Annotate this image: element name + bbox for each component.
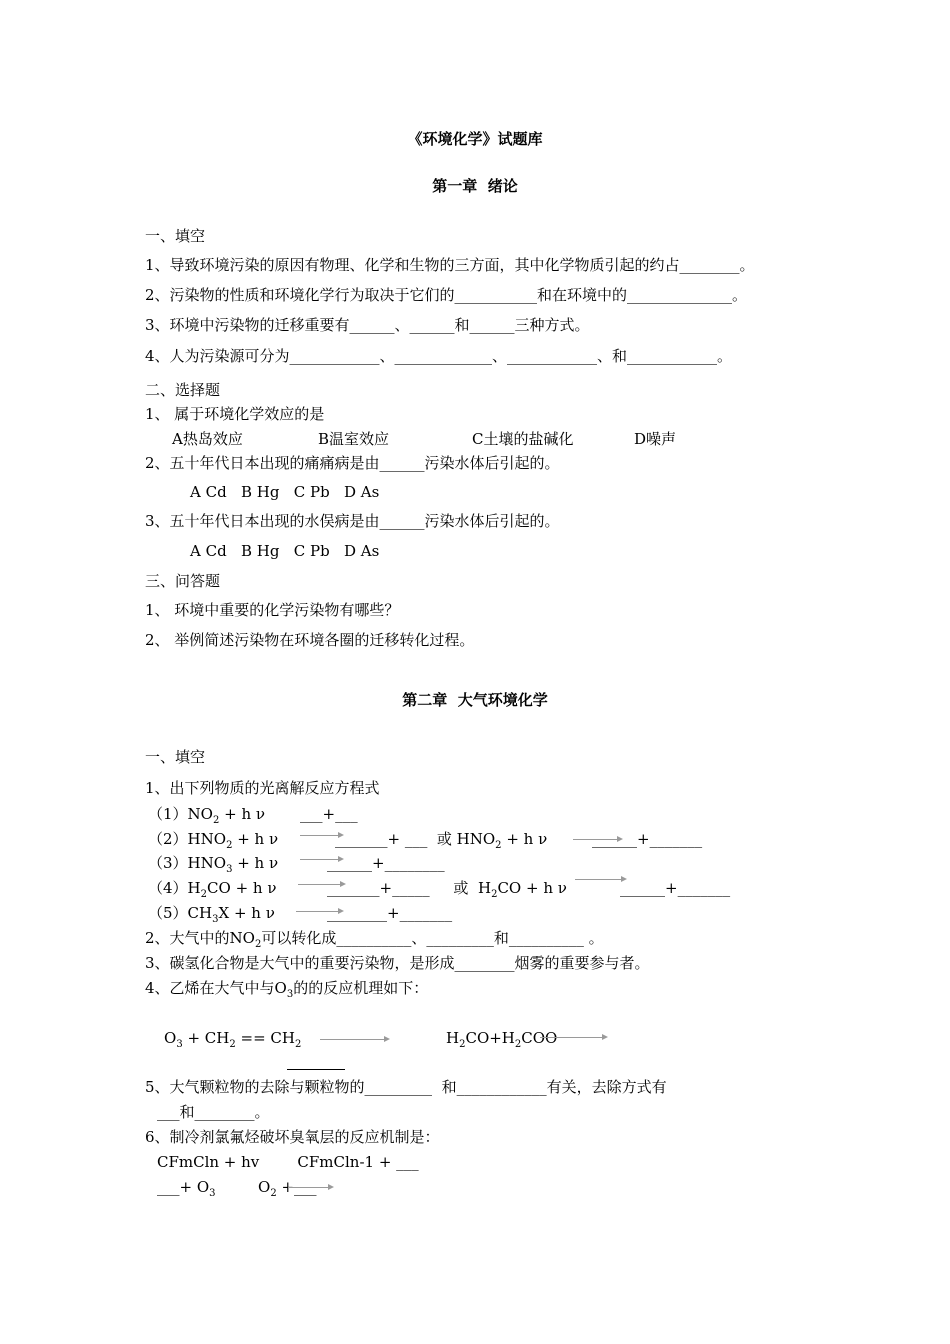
reaction-arrow bbox=[288, 1184, 334, 1192]
cfc-reaction-2-left: ___+ $O_3$ bbox=[157, 1178, 216, 1199]
ch2-fill-q6: 6、制冷剂氯氟烃破坏臭氧层的反应机制是： bbox=[145, 1128, 440, 1146]
ch1-fill-q3: 3、环境中污染物的迁移重要有______、______和______三种方式。 bbox=[145, 316, 590, 334]
ch1-section-fill: 一、填空 bbox=[145, 227, 206, 245]
ch1-choice-q3: 3、五十年代日本出现的水俣病是由______污染水体后引起的。 bbox=[145, 512, 560, 530]
ch2-fill-q1: 1、出下列物质的光离解反应方程式 bbox=[145, 779, 380, 797]
ch1-qa-q2: 2、 举例简述污染物在环境各圈的迁移转化过程。 bbox=[145, 631, 475, 649]
reaction-2-products: _______+ ___ 或 $HNO_2 + h$ ν bbox=[335, 830, 548, 851]
reaction-arrow bbox=[320, 1036, 390, 1044]
reaction-5-products: ________+_______ bbox=[327, 904, 453, 922]
ch1-choice-q1-option-a: A热岛效应 bbox=[172, 430, 243, 448]
cfc-reaction-2-right: $O_2$ +___ bbox=[258, 1178, 317, 1199]
ch1-fill-q2: 2、污染物的性质和环境化学行为取决于它们的___________和在环境中的______________。 bbox=[145, 286, 748, 304]
ch2-fill-q5-cont: ___和________。 bbox=[157, 1103, 270, 1121]
reaction-3-products: ______+________ bbox=[327, 854, 445, 872]
ch2-fill-q4: 4、乙烯在大气中与$O_3$的的反应机理如下： bbox=[145, 979, 429, 1000]
ch1-choice-q1-option-d: D噪声 bbox=[634, 430, 677, 448]
chapter2-heading: 第二章 大气环境化学 bbox=[402, 691, 548, 709]
ch2-section-fill: 一、填空 bbox=[145, 748, 206, 766]
reaction-3: $(3)HNO_3 + h$ ν bbox=[148, 854, 279, 875]
reaction-1: $(1)NO_2 + h$ ν bbox=[148, 805, 266, 826]
blank-underline bbox=[287, 1069, 345, 1070]
ch1-qa-q1: 1、 环境中重要的化学污染物有哪些？ bbox=[145, 601, 400, 619]
document-title: 《环境化学》试题库 bbox=[407, 130, 543, 148]
chapter1-heading: 第一章 绪论 bbox=[432, 177, 518, 195]
ch1-choice-q1: 1、 属于环境化学效应的是 bbox=[145, 405, 325, 423]
ch1-fill-q1: 1、导致环境污染的原因有物理、化学和生物的三方面，其中化学物质引起的约占________。 bbox=[145, 256, 755, 274]
reaction-4: $(4)H_2CO + h$ ν bbox=[148, 879, 277, 900]
reaction-2: $(2)HNO_2 + h$ ν bbox=[148, 830, 279, 851]
ch1-choice-q2: 2、五十年代日本出现的痛痛病是由______污染水体后引起的。 bbox=[145, 454, 560, 472]
reaction-4-alt-products: ______+_______ bbox=[620, 879, 731, 897]
ch1-choice-q3-options: A Cd B Hg C Pb D As bbox=[190, 542, 380, 560]
ch2-fill-q2: 2、大气中的$NO_2$可以转化成__________、_________和__________ 。 bbox=[145, 929, 604, 950]
ch1-choice-q2-options: A Cd B Hg C Pb D As bbox=[190, 483, 380, 501]
ch2-fill-q3: 3、碳氢化合物是大气中的重要污染物，是形成________烟雾的重要参与者。 bbox=[145, 954, 650, 972]
ethylene-reaction-left: $O_3 + CH_2 == CH_2$ bbox=[164, 1029, 302, 1050]
ch2-fill-q5: 5、大气颗粒物的去除与颗粒物的_________ 和____________有关，去除方式有 bbox=[145, 1078, 667, 1096]
ch1-section-choice: 二、选择题 bbox=[145, 381, 221, 399]
ethylene-reaction-right: $H_2CO+H_2COO$ bbox=[446, 1029, 558, 1050]
reaction-2-alt-products: ______+_______ bbox=[592, 830, 703, 848]
reaction-4-products: _______+_____ 或 $H_2CO + h$ ν bbox=[327, 879, 567, 900]
ch1-choice-q1-option-b: B温室效应 bbox=[318, 430, 390, 448]
cfc-reaction-1: CFmCln + hv CFmCln-1 + ___ bbox=[157, 1153, 419, 1171]
reaction-5: $(5)CH_3X + h$ ν bbox=[148, 904, 275, 925]
ch1-fill-q4: 4、人为污染源可分为____________、_____________、____________、和____________。 bbox=[145, 347, 733, 365]
ch1-section-qa: 三、问答题 bbox=[145, 572, 221, 590]
reaction-arrow bbox=[540, 1034, 608, 1042]
reaction-1-products: ___+___ bbox=[300, 805, 358, 823]
ch1-choice-q1-option-c: C土壤的盐碱化 bbox=[472, 430, 574, 448]
